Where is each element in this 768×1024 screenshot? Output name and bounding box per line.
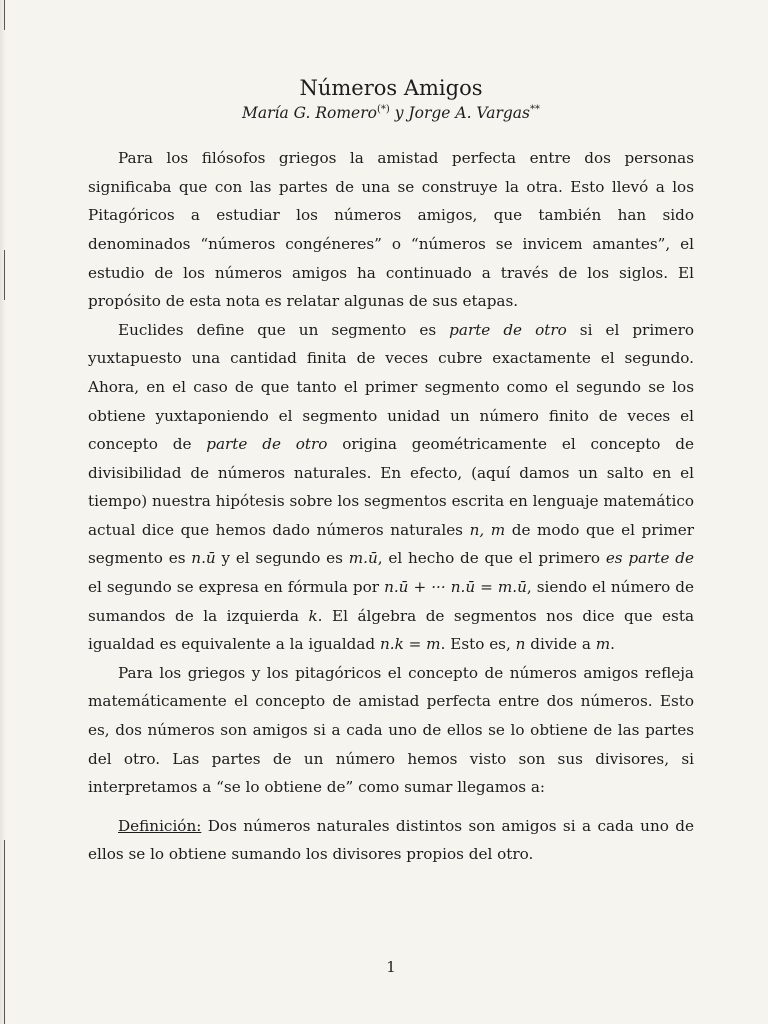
definition [88, 812, 694, 869]
document-title: Números Amigos [299, 76, 483, 100]
definition-text: Dos números naturales distintos son amigos si a cada uno de ellos se lo obtiene sumando los divisores propios del otro. [88, 816, 694, 864]
math-inline: n, m [469, 520, 506, 539]
text-run: el segundo se expresa en fórmula por [88, 578, 385, 597]
document-page [88, 76, 695, 976]
text-run: , siendo el número de sumandos de la izquierda [88, 578, 694, 625]
emphasis: parte de otro [206, 435, 328, 454]
emphasis: es parte de [605, 549, 695, 568]
math-inline: n.ū + ··· n.ū = m.ū [384, 578, 527, 597]
text-run: , el hecho de que el primero [377, 549, 606, 568]
math-inline: n.ū [191, 549, 216, 568]
math-inline: n.k = m [379, 635, 441, 654]
definition-label: Definición: [118, 816, 202, 835]
author-line [88, 104, 694, 122]
text-run: . [610, 635, 615, 654]
emphasis: parte de otro [449, 320, 567, 339]
text-run: Euclides define que un segmento es [118, 320, 450, 339]
text-run: origina geométricamente el concepto de divisibilidad de números naturales. En efecto, (aquí damos un salto en el tiempo) nuestra hipótesis sobre los segmentos escrita en lenguaje matemático actual dice que hemos dado números naturales [88, 435, 694, 539]
math-inline: m [595, 635, 611, 654]
author-2: Jorge A. Vargas [408, 104, 530, 123]
scan-mark [4, 0, 5, 30]
math-inline: n [515, 635, 526, 654]
text-run: divide a [525, 635, 596, 654]
text-run: . El álgebra de segmentos nos dice que esta igualdad es equivalente a la igualdad [88, 606, 694, 654]
math-inline: k [308, 606, 318, 625]
text-run: de modo que el primer segmento es [88, 520, 694, 568]
paragraph-3: Para los griegos y los pitagóricos el concepto de números amigos refleja matemáticamente el concepto de amistad perfecta entre dos números. Esto es, dos números son amigos si a cada uno de ellos se lo obtiene de las partes del otro. Las partes de un número hemos visto son sus divisores, si interpretamos a “se lo obtiene de” como sumar llegamos a: [88, 663, 694, 797]
scan-edge [0, 0, 6, 1024]
scan-mark [4, 250, 5, 300]
text-run: si el primero yuxtapuesto una cantidad finita de veces cubre exactamente el segundo. Ahora, en el caso de que tanto el primer segmento como el segundo se los obtiene yuxtaponiendo el segmento unidad un número finito de veces el concepto de [88, 320, 694, 454]
text-run: . Esto es, [440, 635, 516, 654]
math-inline: m.ū [348, 549, 378, 568]
author-1-footnote-mark: (*) [376, 104, 390, 115]
author-1: María G. Romero [242, 104, 377, 123]
page-number: 1 [386, 958, 396, 976]
author-conjunction: y [389, 104, 409, 123]
paragraph-1: Para los filósofos griegos la amistad perfecta entre dos personas significaba que con las partes de una se construye la otra. Esto llevó a los Pitagóricos a estudiar los números amigos, que también han sido denominados “números congéneres” o “números se invicem amantes”, el estudio de los números amigos ha continuado a través de los siglos. El propósito de esta nota es relatar algunas de sus etapas. [88, 149, 694, 311]
paragraph-2 [88, 316, 694, 659]
text-run: y el segundo es [215, 549, 349, 568]
author-2-footnote-mark: ** [529, 104, 540, 115]
scan-mark [4, 840, 5, 1024]
